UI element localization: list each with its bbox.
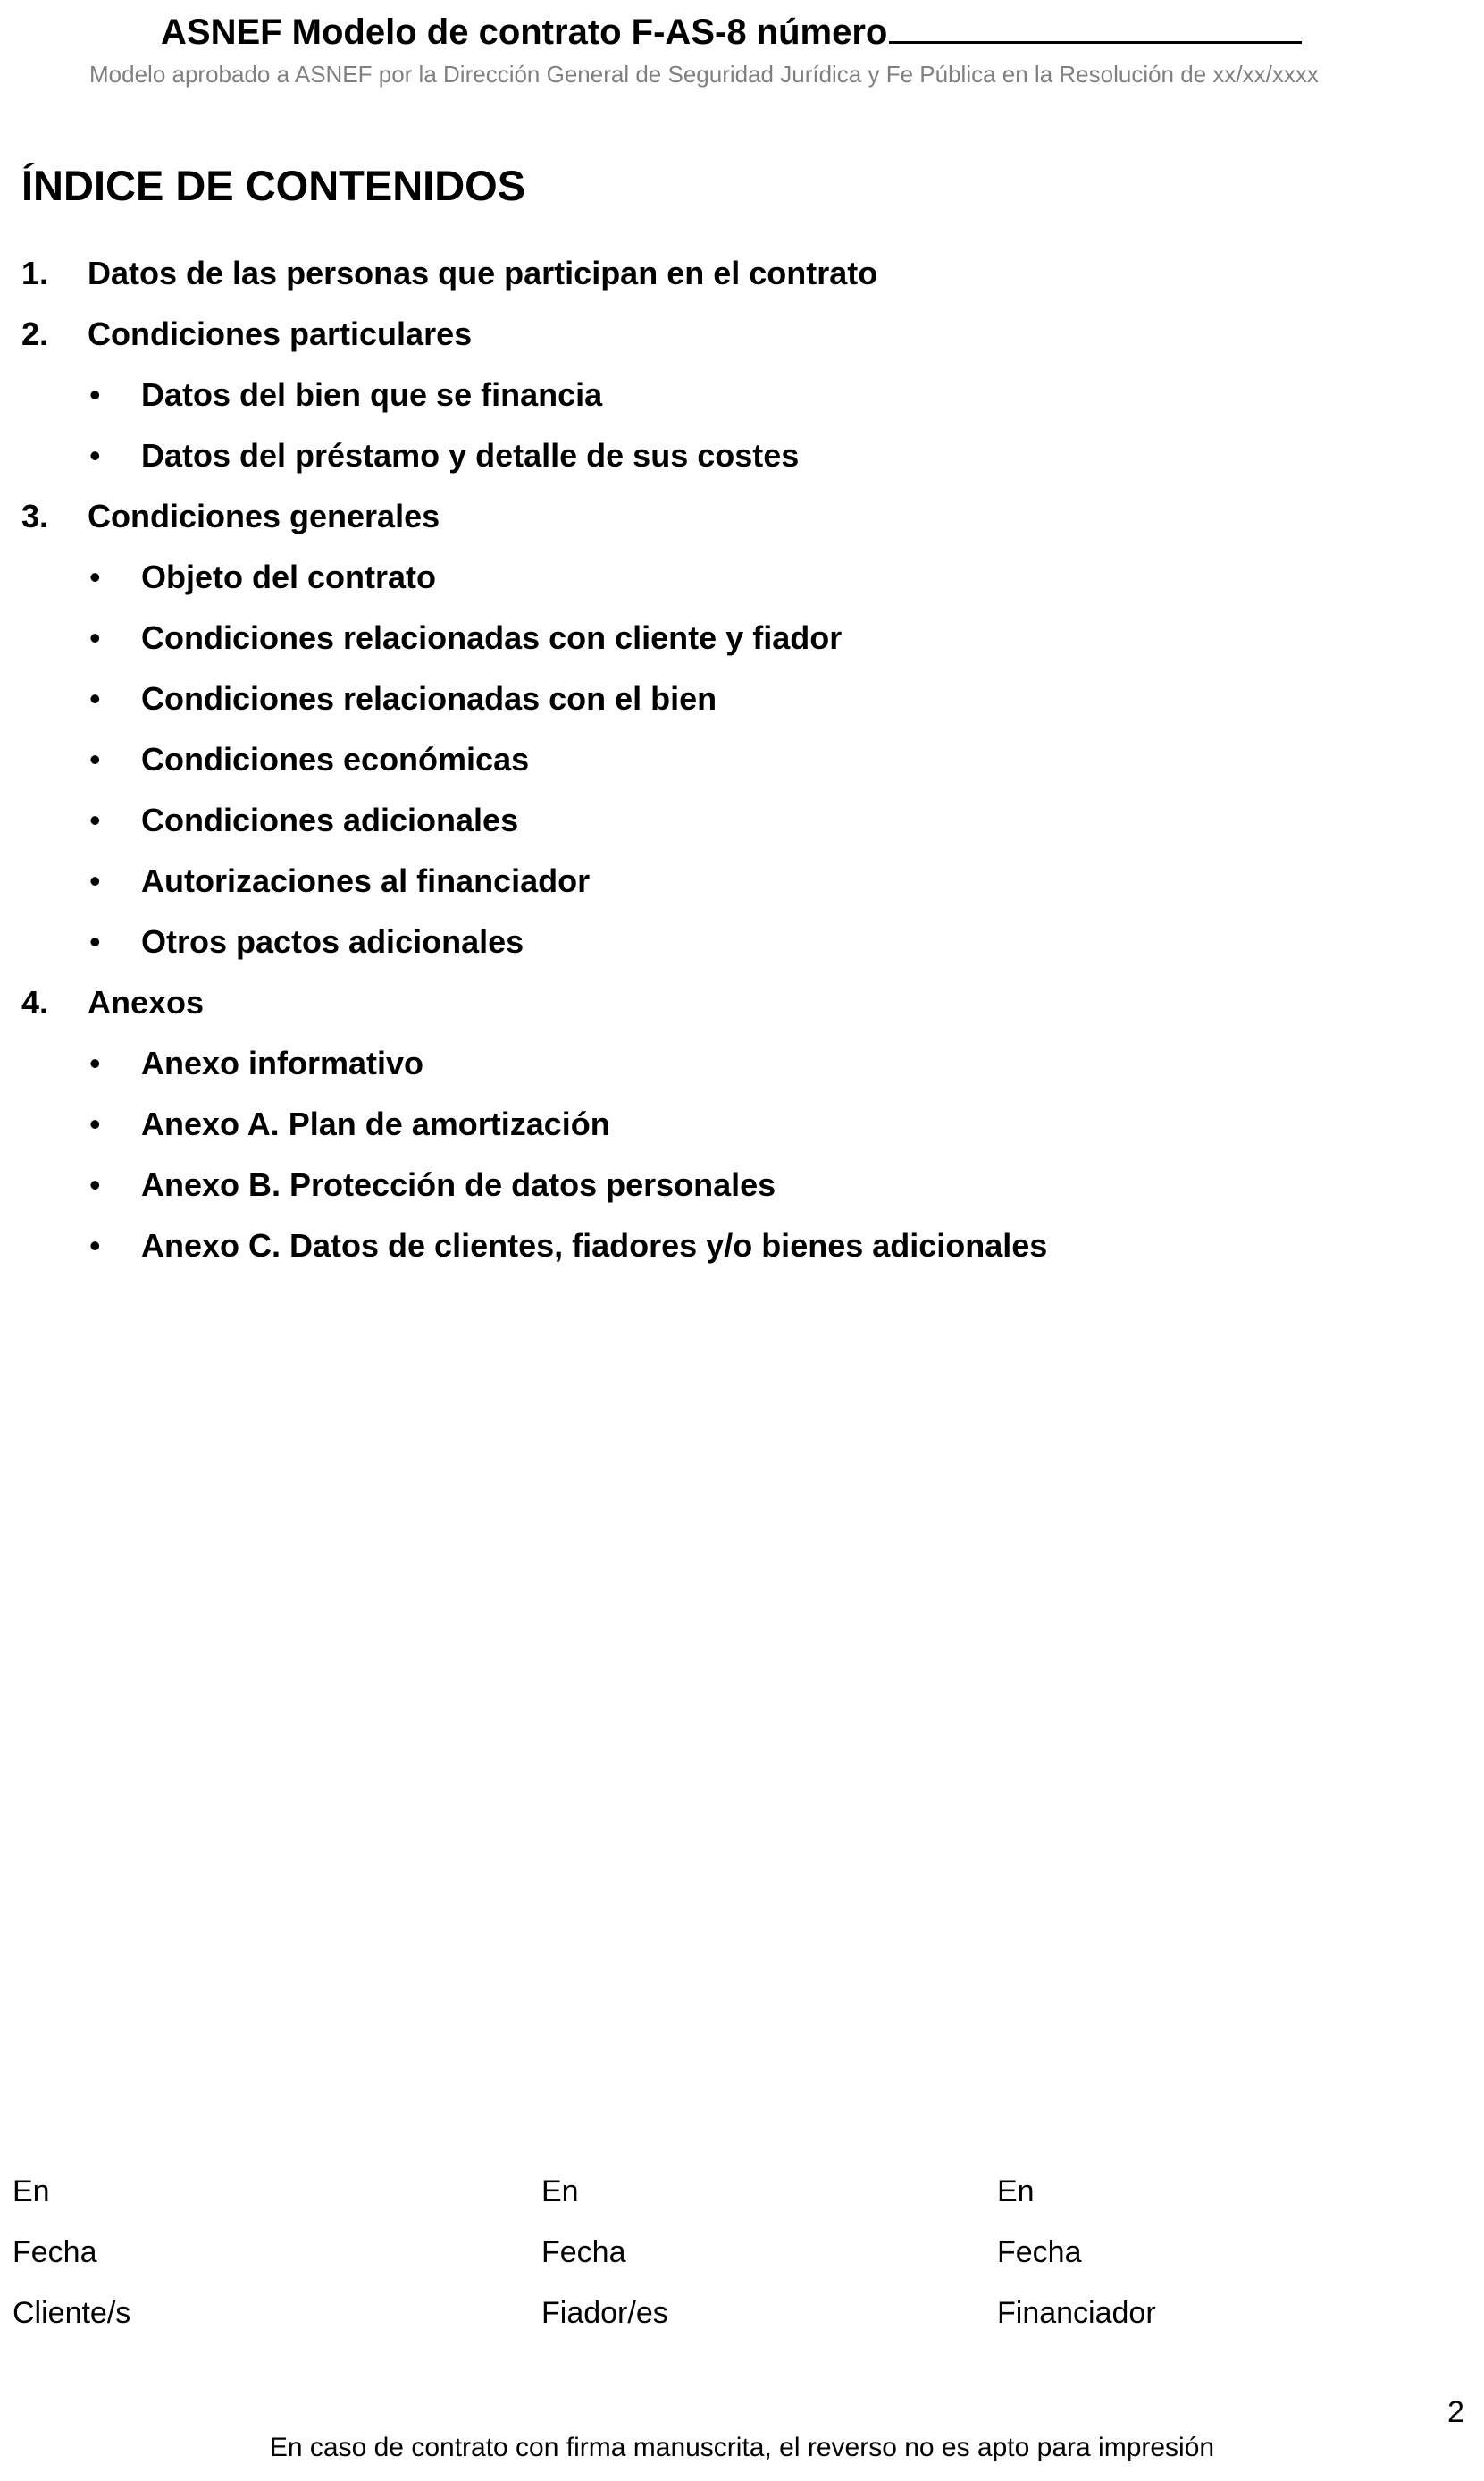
signature-role-label: Fiador/es: [541, 2296, 668, 2330]
footer-note: En caso de contrato con firma manuscrita, el reverso no es apto para impresión: [269, 2433, 1215, 2462]
contract-number-blank-line: [889, 4, 1302, 44]
toc-subitem: [21, 912, 1362, 972]
toc-subitem: [21, 608, 1362, 669]
toc-subitem-label: Condiciones relacionadas con cliente y fiador: [141, 619, 843, 656]
toc-subitem-label: Datos del bien que se financia: [141, 376, 603, 413]
toc-subitem-label: Condiciones relacionadas con el bien: [141, 680, 717, 717]
signature-place-label: En: [997, 2174, 1035, 2208]
bullet-icon: •: [89, 1045, 101, 1081]
bullet-icon: •: [89, 741, 101, 778]
bullet-icon: •: [89, 376, 101, 413]
signature-role-label: Financiador: [997, 2296, 1156, 2330]
toc-subitem: [21, 547, 1362, 608]
document-title-text: ASNEF Modelo de contrato F-AS-8 número: [161, 13, 888, 52]
toc-subitem: [21, 1033, 1362, 1094]
toc-section-number: 3.: [21, 498, 49, 534]
toc-section-label: Datos de las personas que participan en el contrato: [88, 255, 878, 291]
bullet-icon: •: [89, 802, 101, 838]
document-title: [161, 4, 1302, 55]
bullet-icon: •: [89, 862, 101, 899]
toc-section-label: Condiciones generales: [88, 498, 440, 534]
toc-list: [21, 243, 1362, 1276]
page-number: 2: [1447, 2395, 1464, 2429]
toc-subitem-label: Condiciones económicas: [141, 741, 530, 778]
toc-section-label: Condiciones particulares: [88, 315, 473, 352]
toc-subitem: [21, 729, 1362, 790]
signature-place-label: En: [13, 2174, 50, 2208]
signature-date-label: Fecha: [13, 2235, 97, 2269]
bullet-icon: •: [89, 1106, 101, 1142]
signature-date-label: Fecha: [541, 2235, 626, 2269]
toc-section: [21, 972, 1362, 1033]
signature-block-financiador: [997, 2161, 1156, 2343]
toc-subitem-label: Anexo A. Plan de amortización: [141, 1106, 610, 1142]
signature-block-fiador: [541, 2161, 668, 2343]
toc-subitem-label: Anexo C. Datos de clientes, fiadores y/o bienes adicionales: [141, 1227, 1048, 1264]
toc-subitem: [21, 1094, 1362, 1155]
toc-subitem-label: Objeto del contrato: [141, 559, 437, 595]
toc-section: [21, 304, 1362, 365]
bullet-icon: •: [89, 619, 101, 656]
toc-subitem-label: Otros pactos adicionales: [141, 923, 524, 960]
toc-subitem-label: Datos del préstamo y detalle de sus costes: [141, 437, 800, 474]
toc-heading: ÍNDICE DE CONTENIDOS: [21, 162, 526, 209]
toc-subitem: [21, 1215, 1362, 1276]
bullet-icon: •: [89, 1166, 101, 1203]
toc-section-number: 1.: [21, 255, 49, 291]
signature-date-label: Fecha: [997, 2235, 1082, 2269]
bullet-icon: •: [89, 923, 101, 960]
toc-subitem-label: Anexo B. Protección de datos personales: [141, 1166, 776, 1203]
toc-subitem: [21, 669, 1362, 729]
bullet-icon: •: [89, 559, 101, 595]
toc-section-label: Anexos: [88, 984, 205, 1021]
toc-subitem-label: Autorizaciones al financiador: [141, 862, 591, 899]
signature-role-label: Cliente/s: [13, 2296, 131, 2330]
signature-block-cliente: [13, 2161, 130, 2343]
toc-subitem: [21, 425, 1362, 486]
toc-subitem: [21, 365, 1362, 425]
approval-subtitle: Modelo aprobado a ASNEF por la Dirección General de Seguridad Jurídica y Fe Pública en la Resolución de xx/xx/xxxx: [89, 61, 1319, 88]
toc-subitem-label: Condiciones adicionales: [141, 802, 519, 838]
bullet-icon: •: [89, 1227, 101, 1264]
toc-subitem: [21, 1155, 1362, 1215]
toc-subitem: [21, 790, 1362, 851]
toc-subitem-label: Anexo informativo: [141, 1045, 424, 1081]
toc-section-number: 2.: [21, 315, 49, 352]
toc-section-number: 4.: [21, 984, 49, 1021]
bullet-icon: •: [89, 680, 101, 717]
signature-place-label: En: [541, 2174, 579, 2208]
toc-section: [21, 243, 1362, 304]
toc-subitem: [21, 851, 1362, 912]
bullet-icon: •: [89, 437, 101, 474]
toc-section: [21, 486, 1362, 547]
